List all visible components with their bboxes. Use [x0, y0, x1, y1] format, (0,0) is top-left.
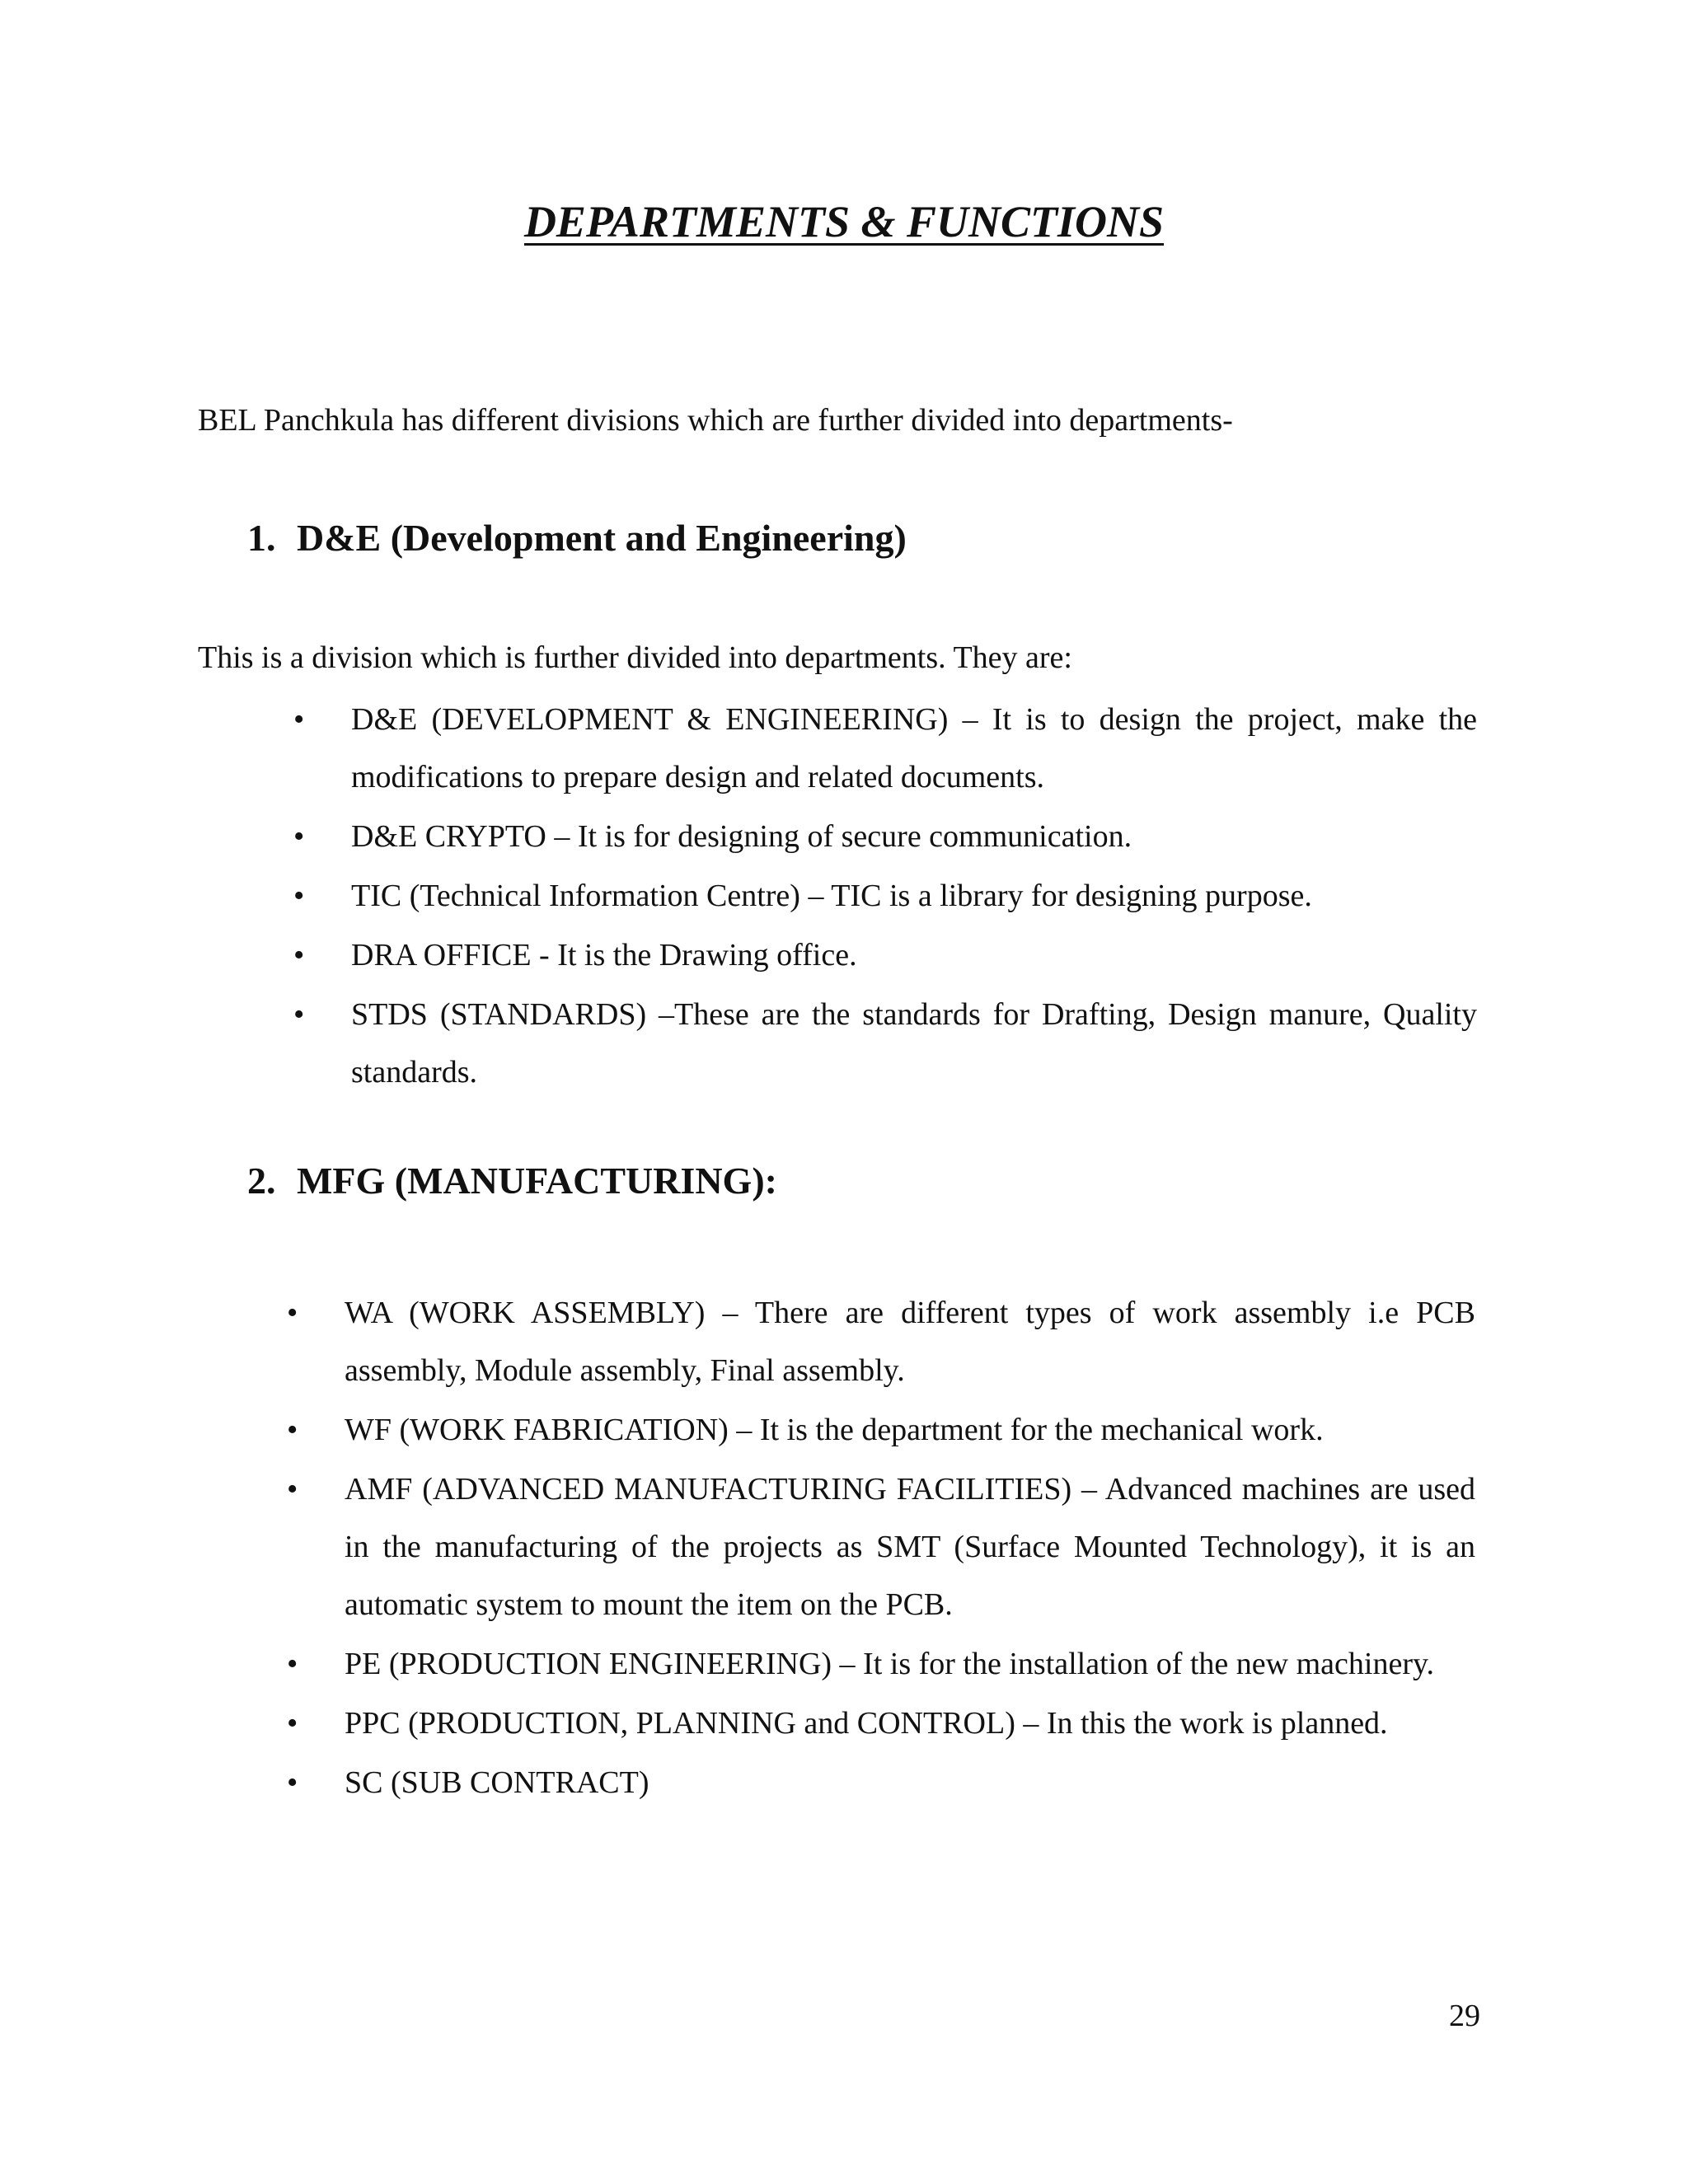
bullet-icon: • — [293, 938, 305, 972]
list-item — [293, 986, 1477, 1101]
page-number: 29 — [1449, 1999, 1480, 2033]
bullet-icon: • — [287, 1296, 298, 1330]
list-item — [287, 1754, 1475, 1811]
list-item-text: D&E CRYPTO – It is for designing of secure communication. — [351, 819, 1132, 854]
list-item-text: WF (WORK FABRICATION) – It is the department for the mechanical work. — [345, 1413, 1324, 1447]
list-item — [287, 1460, 1475, 1633]
bullet-icon: • — [287, 1413, 298, 1447]
list-item — [293, 808, 1477, 865]
bullet-icon: • — [293, 879, 305, 913]
list-item — [287, 1635, 1475, 1693]
list-item — [287, 1401, 1475, 1459]
bullet-icon: • — [293, 702, 305, 737]
list-item-text: D&E (DEVELOPMENT & ENGINEERING) – It is to design the project, make the modifications to prepare design and related documents. — [351, 702, 1477, 794]
list-item-text: AMF (ADVANCED MANUFACTURING FACILITIES) – Advanced machines are used in the manufacturing of the projects as SMT (Surface Mounted Technology), it is an automatic system to mount the item on the PCB. — [345, 1472, 1475, 1622]
bullet-icon: • — [293, 819, 305, 854]
list-item-text: DRA OFFICE - It is the Drawing office. — [351, 938, 857, 972]
bullet-icon: • — [287, 1472, 298, 1507]
list-item-text: SC (SUB CONTRACT) — [345, 1765, 649, 1800]
list-item-text: STDS (STANDARDS) –These are the standards for Drafting, Design manure, Quality standards. — [351, 997, 1477, 1090]
list-item — [293, 926, 1477, 984]
section-2-list — [287, 1284, 1475, 1813]
section-number: 1. — [247, 517, 276, 559]
bullet-icon: • — [293, 997, 305, 1032]
list-item — [287, 1284, 1475, 1399]
section-number: 2. — [247, 1160, 276, 1202]
section-1-intro: This is a division which is further divided into departments. They are: — [198, 640, 1072, 675]
bullet-icon: • — [287, 1647, 298, 1681]
bullet-icon: • — [287, 1706, 298, 1741]
intro-paragraph: BEL Panchkula has different divisions which are further divided into departments- — [198, 403, 1233, 438]
list-item — [293, 691, 1477, 806]
list-item-text: PE (PRODUCTION ENGINEERING) – It is for the installation of the new machinery. — [345, 1647, 1435, 1681]
bullet-icon: • — [287, 1765, 298, 1800]
list-item-text: PPC (PRODUCTION, PLANNING and CONTROL) – In this the work is planned. — [345, 1706, 1388, 1741]
section-title: MFG (MANUFACTURING): — [297, 1160, 777, 1202]
section-title: D&E (Development and Engineering) — [297, 517, 907, 559]
list-item-text: TIC (Technical Information Centre) – TIC is a library for designing purpose. — [351, 879, 1312, 913]
list-item-text: WA (WORK ASSEMBLY) – There are different types of work assembly i.e PCB assembly, Module assembly, Final assembly. — [345, 1296, 1475, 1388]
list-item — [287, 1694, 1475, 1752]
section-1-list — [293, 691, 1477, 1103]
page-title: DEPARTMENTS & FUNCTIONS — [523, 197, 1165, 246]
section-heading-1 — [247, 516, 907, 560]
list-item — [293, 867, 1477, 925]
section-heading-2 — [247, 1159, 777, 1202]
